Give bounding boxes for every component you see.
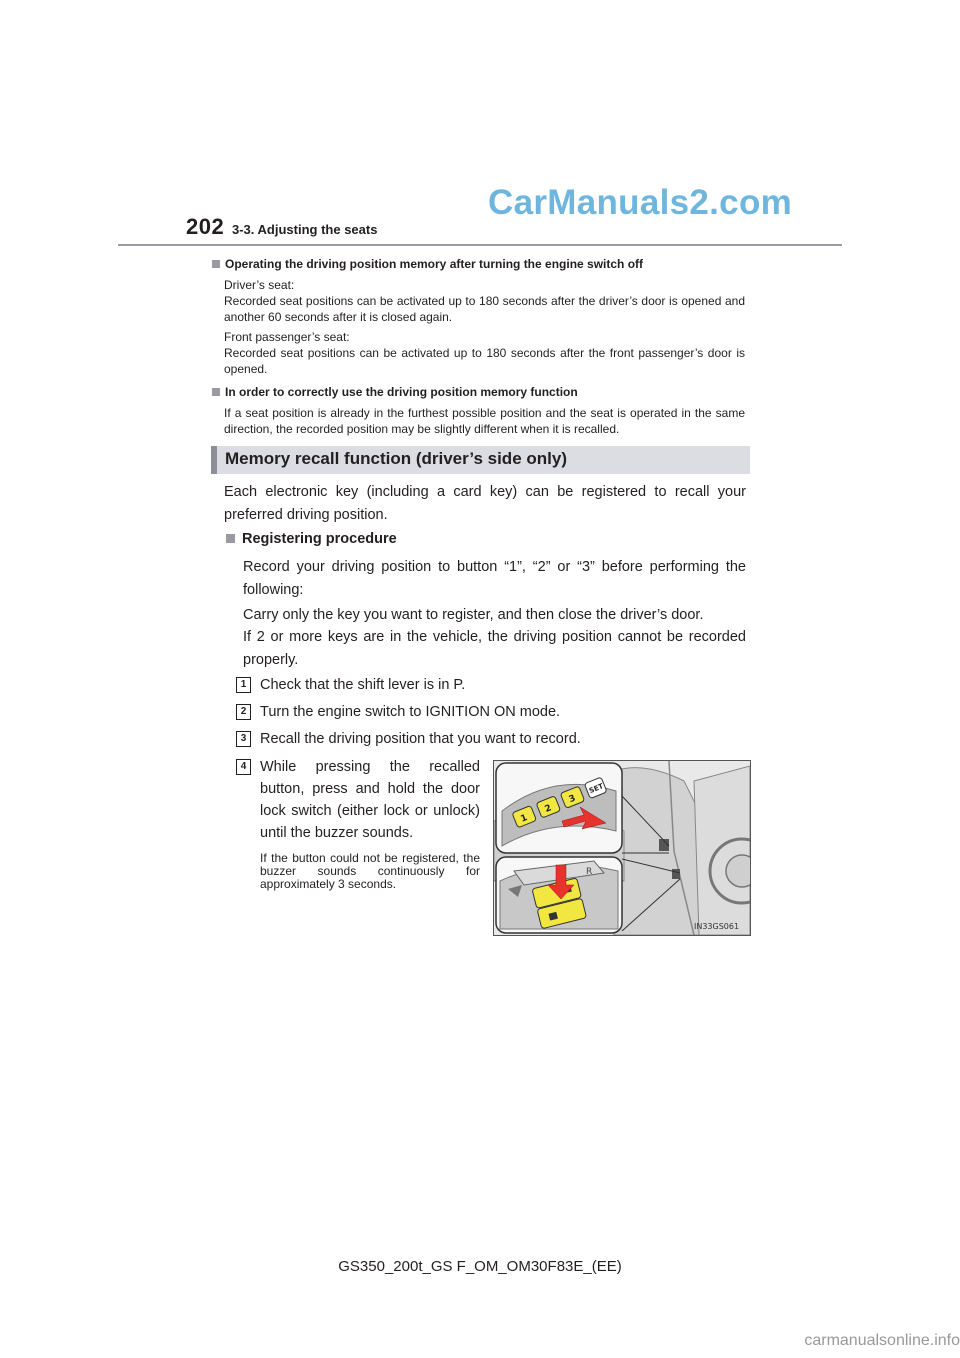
step-text: Turn the engine switch to IGNITION ON mode. <box>260 704 561 720</box>
watermark-logo[interactable]: CarManuals2.com <box>488 183 793 222</box>
step-text: Recall the driving position that you want to record. <box>260 731 581 747</box>
registering-para-3: If 2 or more keys are in the vehicle, the driving position cannot be recorded properly. <box>243 629 746 668</box>
memory-button-label: 2 <box>543 803 554 815</box>
header-divider <box>118 244 842 246</box>
square-bullet-icon <box>212 388 220 396</box>
intro-text: Each electronic key (including a card key) can be registered to recall your preferred driving position. <box>224 484 746 523</box>
note-body-engine-off <box>224 277 745 377</box>
section-band <box>211 446 750 474</box>
note-paragraph: Recorded seat positions can be activated up to 180 seconds after the front passenger’s door is opened. <box>224 346 745 376</box>
set-button-label: SET <box>588 782 605 796</box>
registering-para-1: Record your driving position to button “1”, “2” or “3” before performing the following: <box>243 559 746 598</box>
door-lock-illustration <box>493 760 751 936</box>
band-title: Memory recall function (driver’s side only) <box>225 449 567 468</box>
note-heading-engine-off: Operating the driving position memory after turning the engine switch off <box>212 257 752 271</box>
memory-button-label: 3 <box>567 793 578 806</box>
note-paragraph: Driver’s seat: <box>224 278 295 292</box>
step-4-note: If the button could not be registered, the buzzer sounds continuously for approximately 3 seconds. <box>260 851 480 891</box>
square-bullet-icon <box>226 534 235 543</box>
band-accent <box>211 446 217 474</box>
step-text: While pressing the recalled button, press and hold the door lock switch (either lock or unlock) until the buzzer sounds. <box>260 759 480 841</box>
square-bullet-icon <box>212 260 220 268</box>
step-number-badge: 2 <box>236 704 251 720</box>
step-number-badge: 3 <box>236 731 251 747</box>
note-paragraph: Front passenger’s seat: <box>224 330 350 344</box>
note-paragraph: Recorded seat positions can be activated up to 180 seconds after the driver’s door is opened and another 60 seconds after it is closed again. <box>224 294 745 324</box>
note-heading-correct-use: In order to correctly use the driving position memory function <box>212 385 752 399</box>
step-number-badge: 4 <box>236 759 251 775</box>
illustration-svg <box>494 761 750 935</box>
figure-code: IN33GS061 <box>694 922 740 931</box>
section-title: 3-3. Adjusting the seats <box>232 222 378 237</box>
registering-para-2: Carry only the key you want to register, and then close the driver’s door. <box>243 607 704 623</box>
step-text: Check that the shift lever is in P. <box>260 677 466 693</box>
registering-heading: Registering procedure <box>226 531 397 547</box>
svg-text:R: R <box>586 867 593 877</box>
memory-button-label: 1 <box>519 813 529 825</box>
footer-model-code: GS350_200t_GS F_OM_OM30F83E_(EE) <box>338 1258 622 1275</box>
footer-site[interactable]: carmanualsonline.info <box>804 1332 960 1349</box>
page-number: 202 <box>186 214 225 239</box>
step-number-badge: 1 <box>236 677 251 693</box>
note-body-correct-use <box>224 405 745 437</box>
note-paragraph: If a seat position is already in the furthest possible position and the seat is operated in the same direction, the recorded position may be slightly different when it is recalled. <box>224 406 745 436</box>
